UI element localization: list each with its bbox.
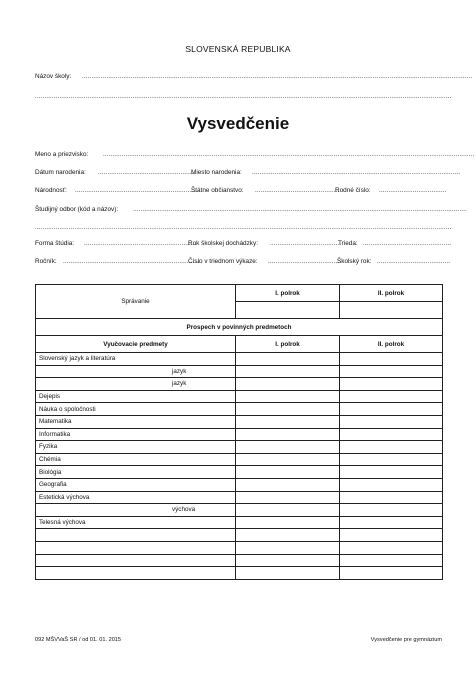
behaviour-cell: Správanie — [36, 285, 236, 319]
citizenship-line[interactable]: ............................................. — [255, 187, 340, 194]
first-half-grade[interactable] — [236, 491, 340, 504]
table-row — [36, 428, 443, 441]
birth-number-label: Rodné číslo: — [335, 187, 371, 194]
table-row — [36, 478, 443, 491]
school-year-line[interactable]: ....................................... — [377, 258, 451, 265]
table-row — [36, 541, 443, 554]
school-name-label: Názov školy: — [35, 73, 72, 80]
second-half-grade[interactable] — [340, 567, 443, 580]
subject-name: Dejepis — [36, 390, 236, 403]
second-half-grade[interactable] — [340, 466, 443, 479]
study-field-line-2[interactable]: .............................................................................................................................................................................................................................. — [35, 224, 452, 231]
table-row — [36, 466, 443, 479]
first-half-grade[interactable] — [236, 466, 340, 479]
birth-place-label: Miesto narodenia: — [191, 169, 242, 176]
subject-name: jazyk — [36, 365, 236, 378]
first-half-grade[interactable] — [236, 378, 340, 391]
second-half-grade[interactable] — [340, 516, 443, 529]
behaviour-second-half-grade[interactable] — [340, 302, 443, 319]
subject-name — [36, 554, 236, 567]
first-half-grade[interactable] — [236, 541, 340, 554]
footer-form-title: Vysvedčenie pre gymnázium — [370, 637, 442, 643]
first-half-grade[interactable] — [236, 390, 340, 403]
year-label: Ročník: — [35, 258, 57, 265]
second-half-grade[interactable] — [340, 491, 443, 504]
behaviour-first-half-header: I. polrok — [236, 285, 340, 302]
first-half-grade[interactable] — [236, 353, 340, 366]
first-half-grade[interactable] — [236, 441, 340, 454]
birth-date-label: Dátum narodenia: — [35, 169, 86, 176]
second-half-grade[interactable] — [340, 478, 443, 491]
subject-name: Geografia — [36, 478, 236, 491]
study-form-line[interactable]: ............................................................ — [84, 240, 197, 247]
subject-name: Fyzika — [36, 441, 236, 454]
first-half-grade[interactable] — [236, 504, 340, 517]
subject-name: Informatika — [36, 428, 236, 441]
second-half-grade[interactable] — [340, 378, 443, 391]
table-row — [36, 504, 443, 517]
birth-place-line[interactable]: ............................................................................................................... — [252, 169, 461, 176]
subject-name: Matematika — [36, 415, 236, 428]
republic-heading: SLOVENSKÁ REPUBLIKA — [185, 44, 291, 54]
document-title: Vysvedčenie — [186, 114, 290, 133]
subject-name: jazyk — [36, 378, 236, 391]
second-half-grade[interactable] — [340, 504, 443, 517]
table-row — [36, 378, 443, 391]
school-year-label: Školský rok: — [337, 258, 372, 265]
table-row — [36, 365, 443, 378]
second-half-grade[interactable] — [340, 353, 443, 366]
attendance-year-line[interactable]: ...................................... — [270, 240, 342, 247]
subject-name: Estetická výchova — [36, 491, 236, 504]
table-row — [36, 554, 443, 567]
first-half-grade[interactable] — [236, 554, 340, 567]
first-half-grade[interactable] — [236, 516, 340, 529]
school-name-line-2[interactable]: .............................................................................................................................................................................................................................. — [35, 93, 452, 100]
citizenship-label: Štátne občianstvo: — [191, 187, 244, 194]
first-half-grade[interactable] — [236, 478, 340, 491]
study-form-label: Forma štúdia: — [35, 240, 75, 247]
table-row — [36, 390, 443, 403]
name-line[interactable]: ...................................................................................................................................................................................................... — [103, 151, 475, 158]
second-half-grade[interactable] — [340, 541, 443, 554]
nationality-line[interactable]: .................................................................. — [75, 187, 199, 194]
first-half-grade[interactable] — [236, 567, 340, 580]
second-half-grade[interactable] — [340, 441, 443, 454]
table-row — [36, 415, 443, 428]
year-line[interactable]: ......................................................................... — [63, 258, 200, 265]
subject-name: Chémia — [36, 453, 236, 466]
second-half-grade[interactable] — [340, 403, 443, 416]
footer-form-code: 092 MŠVVaŠ SR / od 01. 01. 2015 — [35, 637, 122, 643]
attendance-year-label: Rok školskej dochádzky: — [188, 240, 258, 247]
class-register-number-line[interactable]: ....................................... — [268, 258, 342, 265]
second-half-grade[interactable] — [340, 428, 443, 441]
subject-name: Biológia — [36, 466, 236, 479]
second-half-grade[interactable] — [340, 554, 443, 567]
behaviour-first-half-grade[interactable] — [236, 302, 340, 319]
nationality-label: Národnosť: — [35, 187, 67, 194]
name-label: Meno a priezvisko: — [35, 151, 89, 158]
table-row — [36, 529, 443, 542]
subject-name — [36, 541, 236, 554]
table-row — [36, 441, 443, 454]
subject-name: výchova — [36, 504, 236, 517]
school-name-line[interactable]: ................................................................................................................................................................................................................ — [82, 73, 473, 80]
subject-name — [36, 529, 236, 542]
subject-name: Telesná výchova — [36, 516, 236, 529]
subjects-first-half-header: I. polrok — [236, 336, 340, 353]
subjects-second-half-header: II. polrok — [340, 336, 443, 353]
first-half-grade[interactable] — [236, 529, 340, 542]
table-row — [36, 403, 443, 416]
class-register-number-label: Číslo v triednom výkaze: — [188, 258, 258, 265]
section-title: Prospech v povinných predmetoch — [36, 319, 443, 336]
behaviour-second-half-header: II. polrok — [340, 285, 443, 302]
table-row — [36, 353, 443, 366]
subject-name — [36, 567, 236, 580]
table-row — [36, 453, 443, 466]
birth-number-line[interactable]: .................................... — [379, 187, 447, 194]
class-label: Trieda: — [338, 240, 358, 247]
second-half-grade[interactable] — [340, 390, 443, 403]
second-half-grade[interactable] — [340, 365, 443, 378]
first-half-grade[interactable] — [236, 428, 340, 441]
table-row — [36, 516, 443, 529]
first-half-grade[interactable] — [236, 403, 340, 416]
second-half-grade[interactable] — [340, 453, 443, 466]
study-field-label: Študijný odbor (kód a názov): — [35, 206, 119, 213]
study-field-line[interactable]: .................................................................................................................................................................................. — [133, 206, 467, 213]
second-half-grade[interactable] — [340, 415, 443, 428]
grades-table — [35, 284, 443, 580]
class-line[interactable]: ............................................... — [363, 240, 452, 247]
first-half-grade[interactable] — [236, 365, 340, 378]
birth-date-line[interactable]: .................................................... — [98, 169, 196, 176]
table-row — [36, 491, 443, 504]
subject-name: Slovenský jazyk a literatúra — [36, 353, 236, 366]
subjects-header: Vyučovacie predmety — [36, 336, 236, 353]
subject-name: Náuka o spoločnosti — [36, 403, 236, 416]
first-half-grade[interactable] — [236, 415, 340, 428]
second-half-grade[interactable] — [340, 529, 443, 542]
table-row — [36, 567, 443, 580]
first-half-grade[interactable] — [236, 453, 340, 466]
